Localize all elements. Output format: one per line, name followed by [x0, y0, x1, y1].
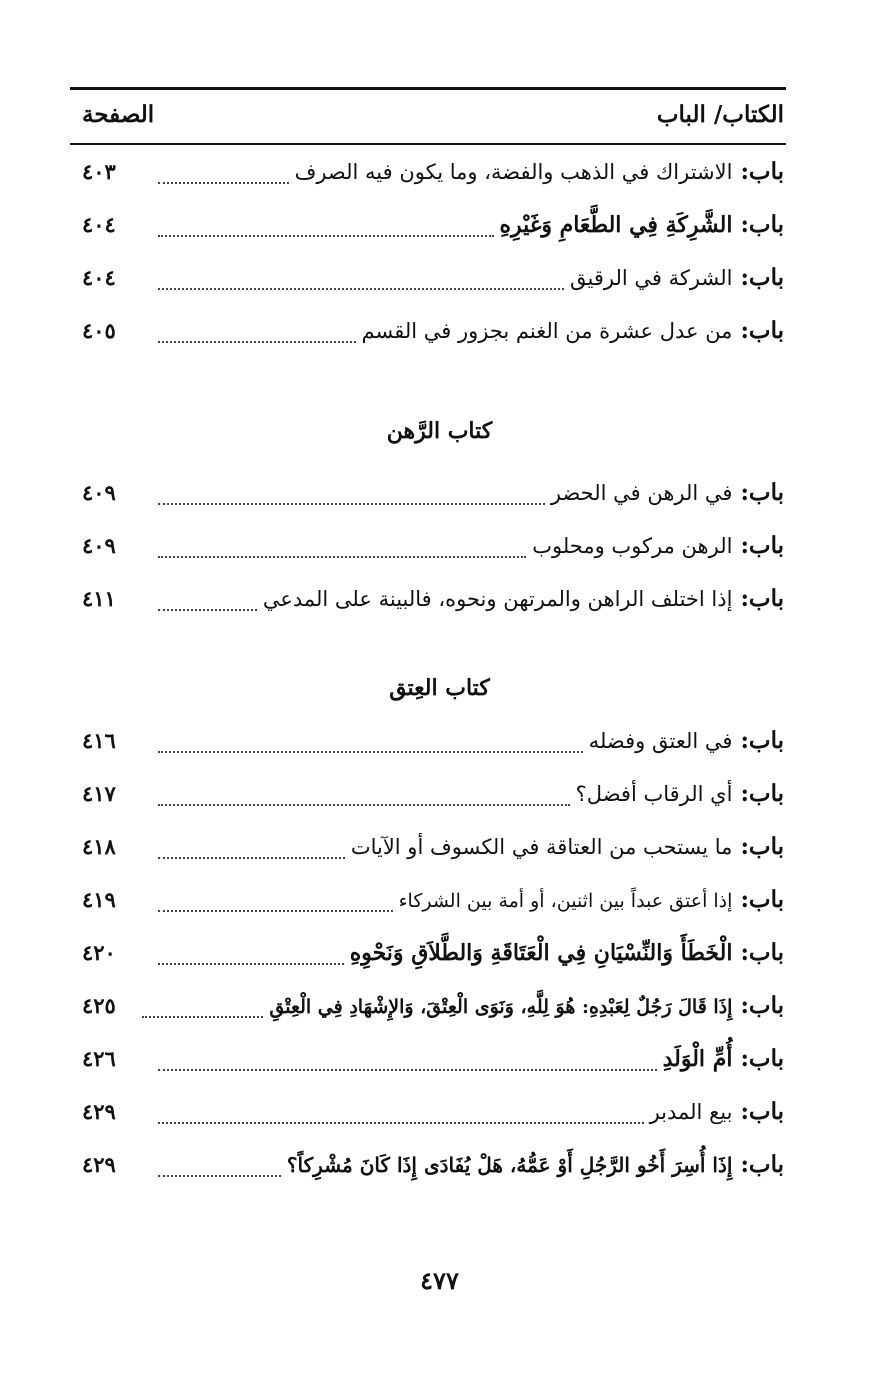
- entry-title: إِذَا أُسِرَ أَخُو الرَّجُلِ أَوْ عَمُّهُ، هَلْ يُفَادَى إِذَا كَانَ مُشْرِكاً؟: [286, 1153, 733, 1177]
- entry-page: ٤٢٠: [82, 940, 116, 965]
- header-rule: [70, 143, 786, 145]
- section-heading-rahn: كتاب الرَّهن: [386, 418, 493, 444]
- toc-entry[interactable]: [82, 1098, 784, 1134]
- page-number: ٤٧٧: [420, 1266, 459, 1295]
- entry-title: إذا أعتق عبداً بين اثنين، أو أمة بين الشركاء: [398, 890, 733, 912]
- entry-label: باب:: [740, 585, 784, 612]
- entry-page: ٤٠٣: [82, 159, 116, 184]
- entry-label: باب:: [740, 833, 784, 860]
- leader-dots: [158, 961, 344, 965]
- toc-entry[interactable]: [82, 1151, 784, 1187]
- entry-page: ٤٠٩: [82, 480, 116, 505]
- entry-label: باب:: [740, 727, 784, 754]
- toc-entry[interactable]: [82, 939, 784, 975]
- leader-dots: [158, 908, 393, 912]
- leader-dots: [142, 1014, 263, 1018]
- entry-page: ٤٠٤: [82, 265, 116, 290]
- entry-page: ٤٠٤: [82, 212, 116, 237]
- toc-entry[interactable]: [82, 585, 784, 621]
- entry-page: ٤١٩: [82, 887, 116, 912]
- toc-entry[interactable]: [82, 479, 784, 515]
- entry-page: ٤٢٦: [82, 1046, 116, 1071]
- entry-label: باب:: [740, 939, 784, 966]
- entry-title: الْخَطَأَ وَالنِّسْيَانِ فِي الْعَتَاقَةِ وَالطَّلاَقِ وَنَحْوِهِ: [349, 940, 733, 966]
- section-heading-itq: كتاب العِتق: [389, 675, 490, 701]
- entry-title: من عدل عشرة من الغنم بجزور في القسم: [361, 319, 733, 343]
- entry-label: باب:: [740, 264, 784, 291]
- entry-page: ٤١١: [82, 586, 116, 611]
- toc-entry[interactable]: [82, 1045, 784, 1081]
- entry-page: ٤١٦: [82, 728, 116, 753]
- header-book-chapter: الكتاب/ الباب: [656, 101, 784, 128]
- entry-label: باب:: [740, 992, 784, 1019]
- entry-title: الشَّرِكَةِ فِي الطَّعَامِ وَغَيْرِهِ: [499, 212, 733, 238]
- entry-title: الشركة في الرقيق: [570, 266, 733, 290]
- leader-dots: [158, 607, 257, 611]
- toc-entry[interactable]: [82, 264, 784, 300]
- toc-entry[interactable]: [82, 727, 784, 763]
- header-page: الصفحة: [82, 101, 155, 128]
- leader-dots: [158, 802, 570, 806]
- leader-dots: [158, 233, 494, 237]
- leader-dots: [158, 1067, 657, 1071]
- entry-title: الاشتراك في الذهب والفضة، وما يكون فيه الصرف: [294, 160, 733, 184]
- toc-entry[interactable]: [82, 158, 784, 194]
- entry-title: إذا اختلف الراهن والمرتهن ونحوه، فالبينة على المدعي: [262, 587, 733, 611]
- entry-page: ٤٠٥: [82, 318, 116, 343]
- leader-dots: [158, 286, 564, 290]
- entry-label: باب:: [740, 1045, 784, 1072]
- entry-page: ٤٢٥: [82, 993, 116, 1018]
- toc-entry[interactable]: [82, 317, 784, 353]
- leader-dots: [158, 180, 289, 184]
- entry-title: أي الرقاب أفضل؟: [575, 782, 733, 806]
- entry-label: باب:: [740, 780, 784, 807]
- leader-dots: [158, 855, 345, 859]
- entry-title: في العتق وفضله: [588, 729, 733, 753]
- entry-label: باب:: [740, 158, 784, 185]
- entry-title: ما يستحب من العتاقة في الكسوف أو الآيات: [350, 835, 733, 859]
- toc-entry[interactable]: [82, 833, 784, 869]
- leader-dots: [158, 501, 545, 505]
- entry-title: في الرهن في الحضر: [550, 481, 733, 505]
- entry-label: باب:: [740, 532, 784, 559]
- entry-label: باب:: [740, 211, 784, 238]
- toc-entry[interactable]: [82, 992, 784, 1028]
- leader-dots: [158, 749, 583, 753]
- entry-label: باب:: [740, 1151, 784, 1178]
- leader-dots: [158, 339, 356, 343]
- entry-title: بيع المدبر: [649, 1100, 733, 1124]
- entry-title: أُمِّ الْوَلَدِ: [662, 1046, 733, 1072]
- toc-entry[interactable]: [82, 886, 784, 922]
- leader-dots: [158, 1120, 644, 1124]
- entry-label: باب:: [740, 1098, 784, 1125]
- toc-entry[interactable]: [82, 532, 784, 568]
- entry-label: باب:: [740, 479, 784, 506]
- entry-title: الرهن مركوب ومحلوب: [532, 534, 733, 558]
- toc-entry[interactable]: [82, 780, 784, 816]
- entry-title: إِذَا قَالَ رَجُلٌ لِعَبْدِهِ: هُوَ لِلَّهِ، وَنَوَى الْعِتْقَ، وَالإِشْهَادِ فِي الْعِتْقِ: [269, 996, 733, 1018]
- entry-label: باب:: [740, 317, 784, 344]
- entry-page: ٤٢٩: [82, 1152, 116, 1177]
- top-rule: [70, 87, 786, 90]
- entry-label: باب:: [740, 886, 784, 913]
- entry-page: ٤٢٩: [82, 1099, 116, 1124]
- leader-dots: [158, 554, 526, 558]
- entry-page: ٤١٧: [82, 781, 116, 806]
- entry-page: ٤١٨: [82, 834, 116, 859]
- leader-dots: [158, 1173, 281, 1177]
- entry-page: ٤٠٩: [82, 533, 116, 558]
- toc-entry[interactable]: [82, 211, 784, 247]
